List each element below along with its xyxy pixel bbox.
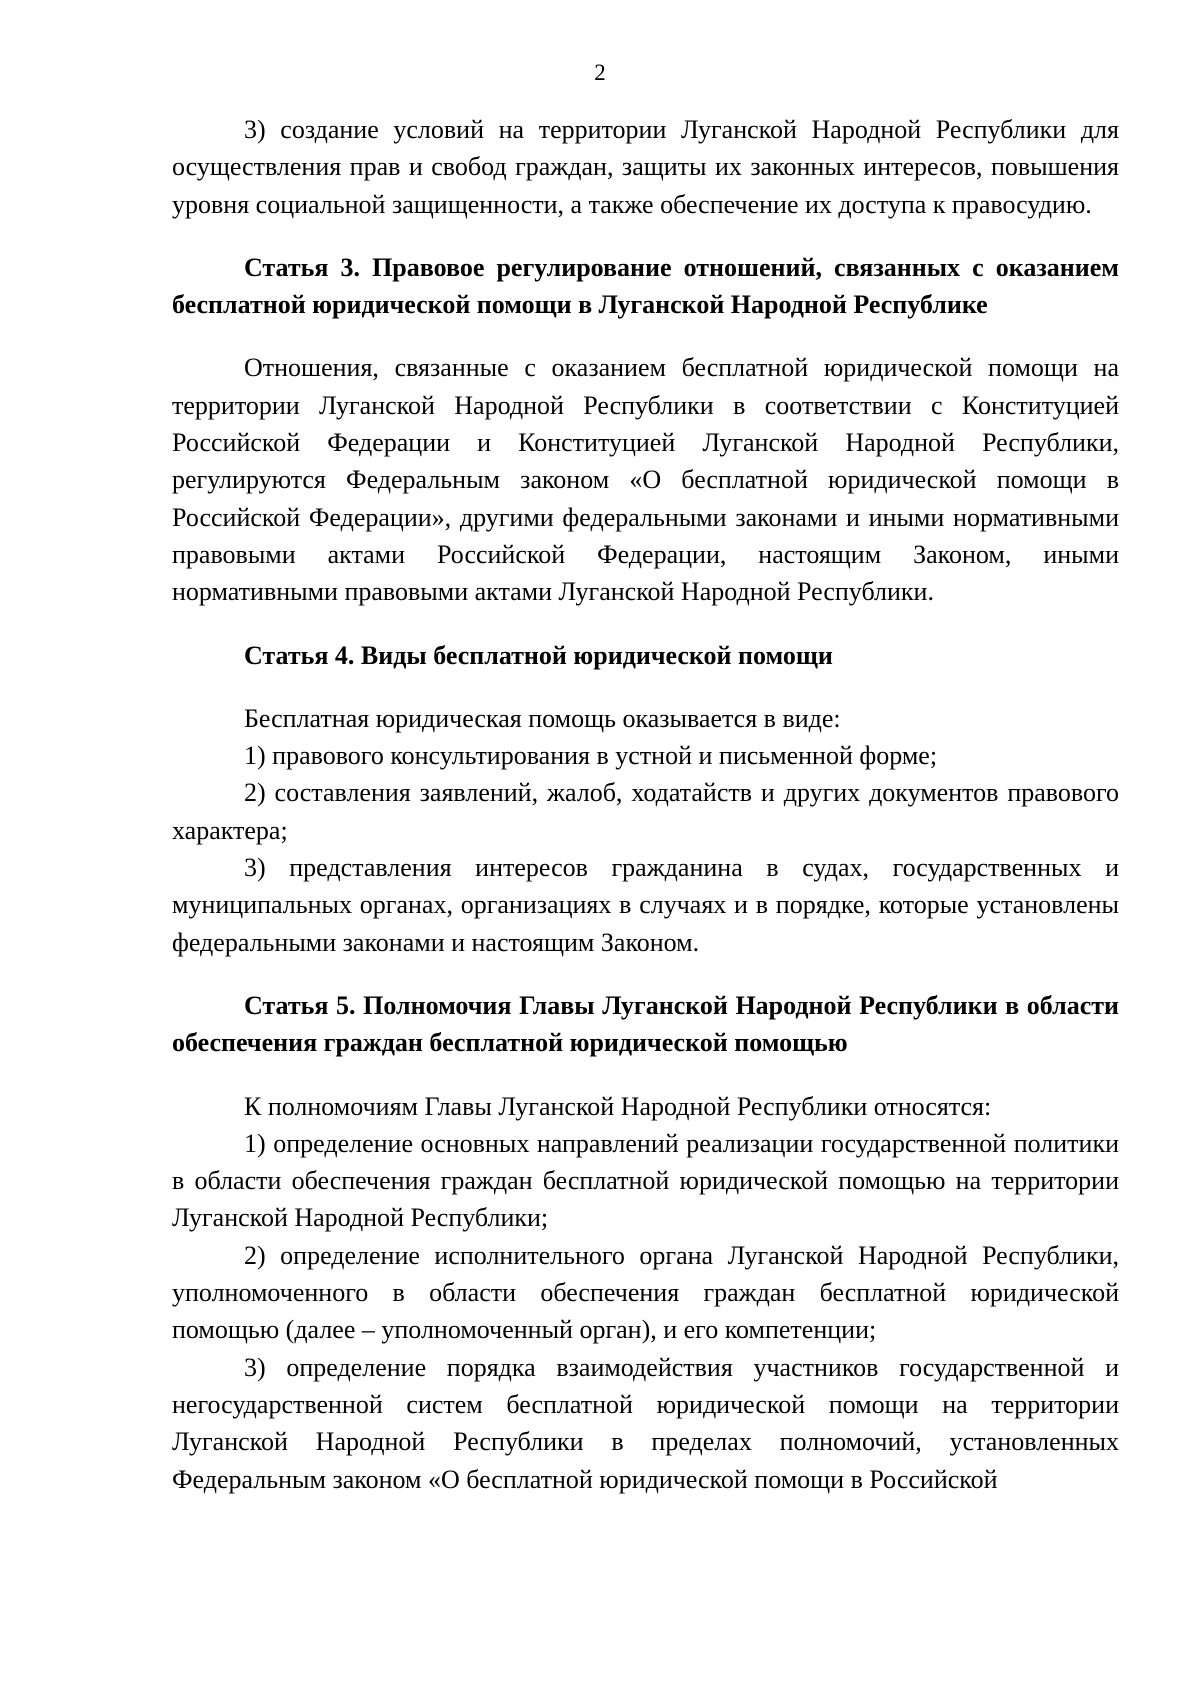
article-5-heading: Статья 5. Полномочия Главы Луганской Народной Республики в области обеспечения граждан бесплатной юридической помощью (172, 990, 1119, 1058)
article-4-intro: Бесплатная юридическая помощь оказывается в виде: (244, 703, 841, 733)
article-4-heading: Статья 4. Виды бесплатной юридической помощи (244, 640, 833, 670)
page-number: 2 (594, 60, 606, 85)
article-4-item-1: 1) правового консультирования в устной и письменной форме; (244, 741, 938, 771)
article-4-item-2: 2) составления заявлений, жалоб, ходатайств и других документов правового характера; (172, 778, 1119, 845)
article-4-item-3: 3) представления интересов гражданина в судах, государственных и муниципальных органах, организациях в случаях и в порядке, которые установлены федеральными законами и настоящим Законом. (172, 853, 1119, 957)
article-5-intro: К полномочиям Главы Луганской Народной Республики относятся: (244, 1091, 992, 1121)
article-5-item-1: 1) определение основных направлений реализации государственной политики в области обеспечения граждан бесплатной юридической помощью на территории Луганской Народной Республики; (172, 1128, 1119, 1233)
article-3-body: Отношения, связанные с оказанием бесплатной юридической помощи на территории Луганской Народной Республики в соответствии с Конституцией Российской Федерации и Конституцией Луганской Народной Республики, регулируются Федеральным законом «О бесплатной юридической помощи в Российской Федерации», другими федеральными законами и иными нормативными правовыми актами Российской Федерации, настоящим Законом, иными нормативными правовыми актами Луганской Народной Республики. (172, 353, 1119, 607)
list-item-3-conditions: 3) создание условий на территории Луганской Народной Республики для осуществления прав и свобод граждан, защиты их законных интересов, повышения уровня социальной защищенности, а также обеспечение их доступа к правосудию. (172, 115, 1119, 219)
article-3-heading: Статья 3. Правовое регулирование отношений, связанных с оказанием бесплатной юридической помощи в Луганской Народной Республике (172, 252, 1119, 320)
document-body (172, 111, 1119, 1498)
article-5-item-3: 3) определение порядка взаимодействия участников государственной и негосударственной систем бесплатной юридической помощи на территории Луганской Народной Республики в пределах полномочий, установленных Федеральным законом «О бесплатной юридической помощи в Российской (172, 1352, 1119, 1494)
article-5-item-2: 2) определение исполнительного органа Луганской Народной Республики, уполномоченного в области обеспечения граждан бесплатной юридической помощью (далее – уполномоченный орган), и его компетенции; (172, 1240, 1119, 1345)
